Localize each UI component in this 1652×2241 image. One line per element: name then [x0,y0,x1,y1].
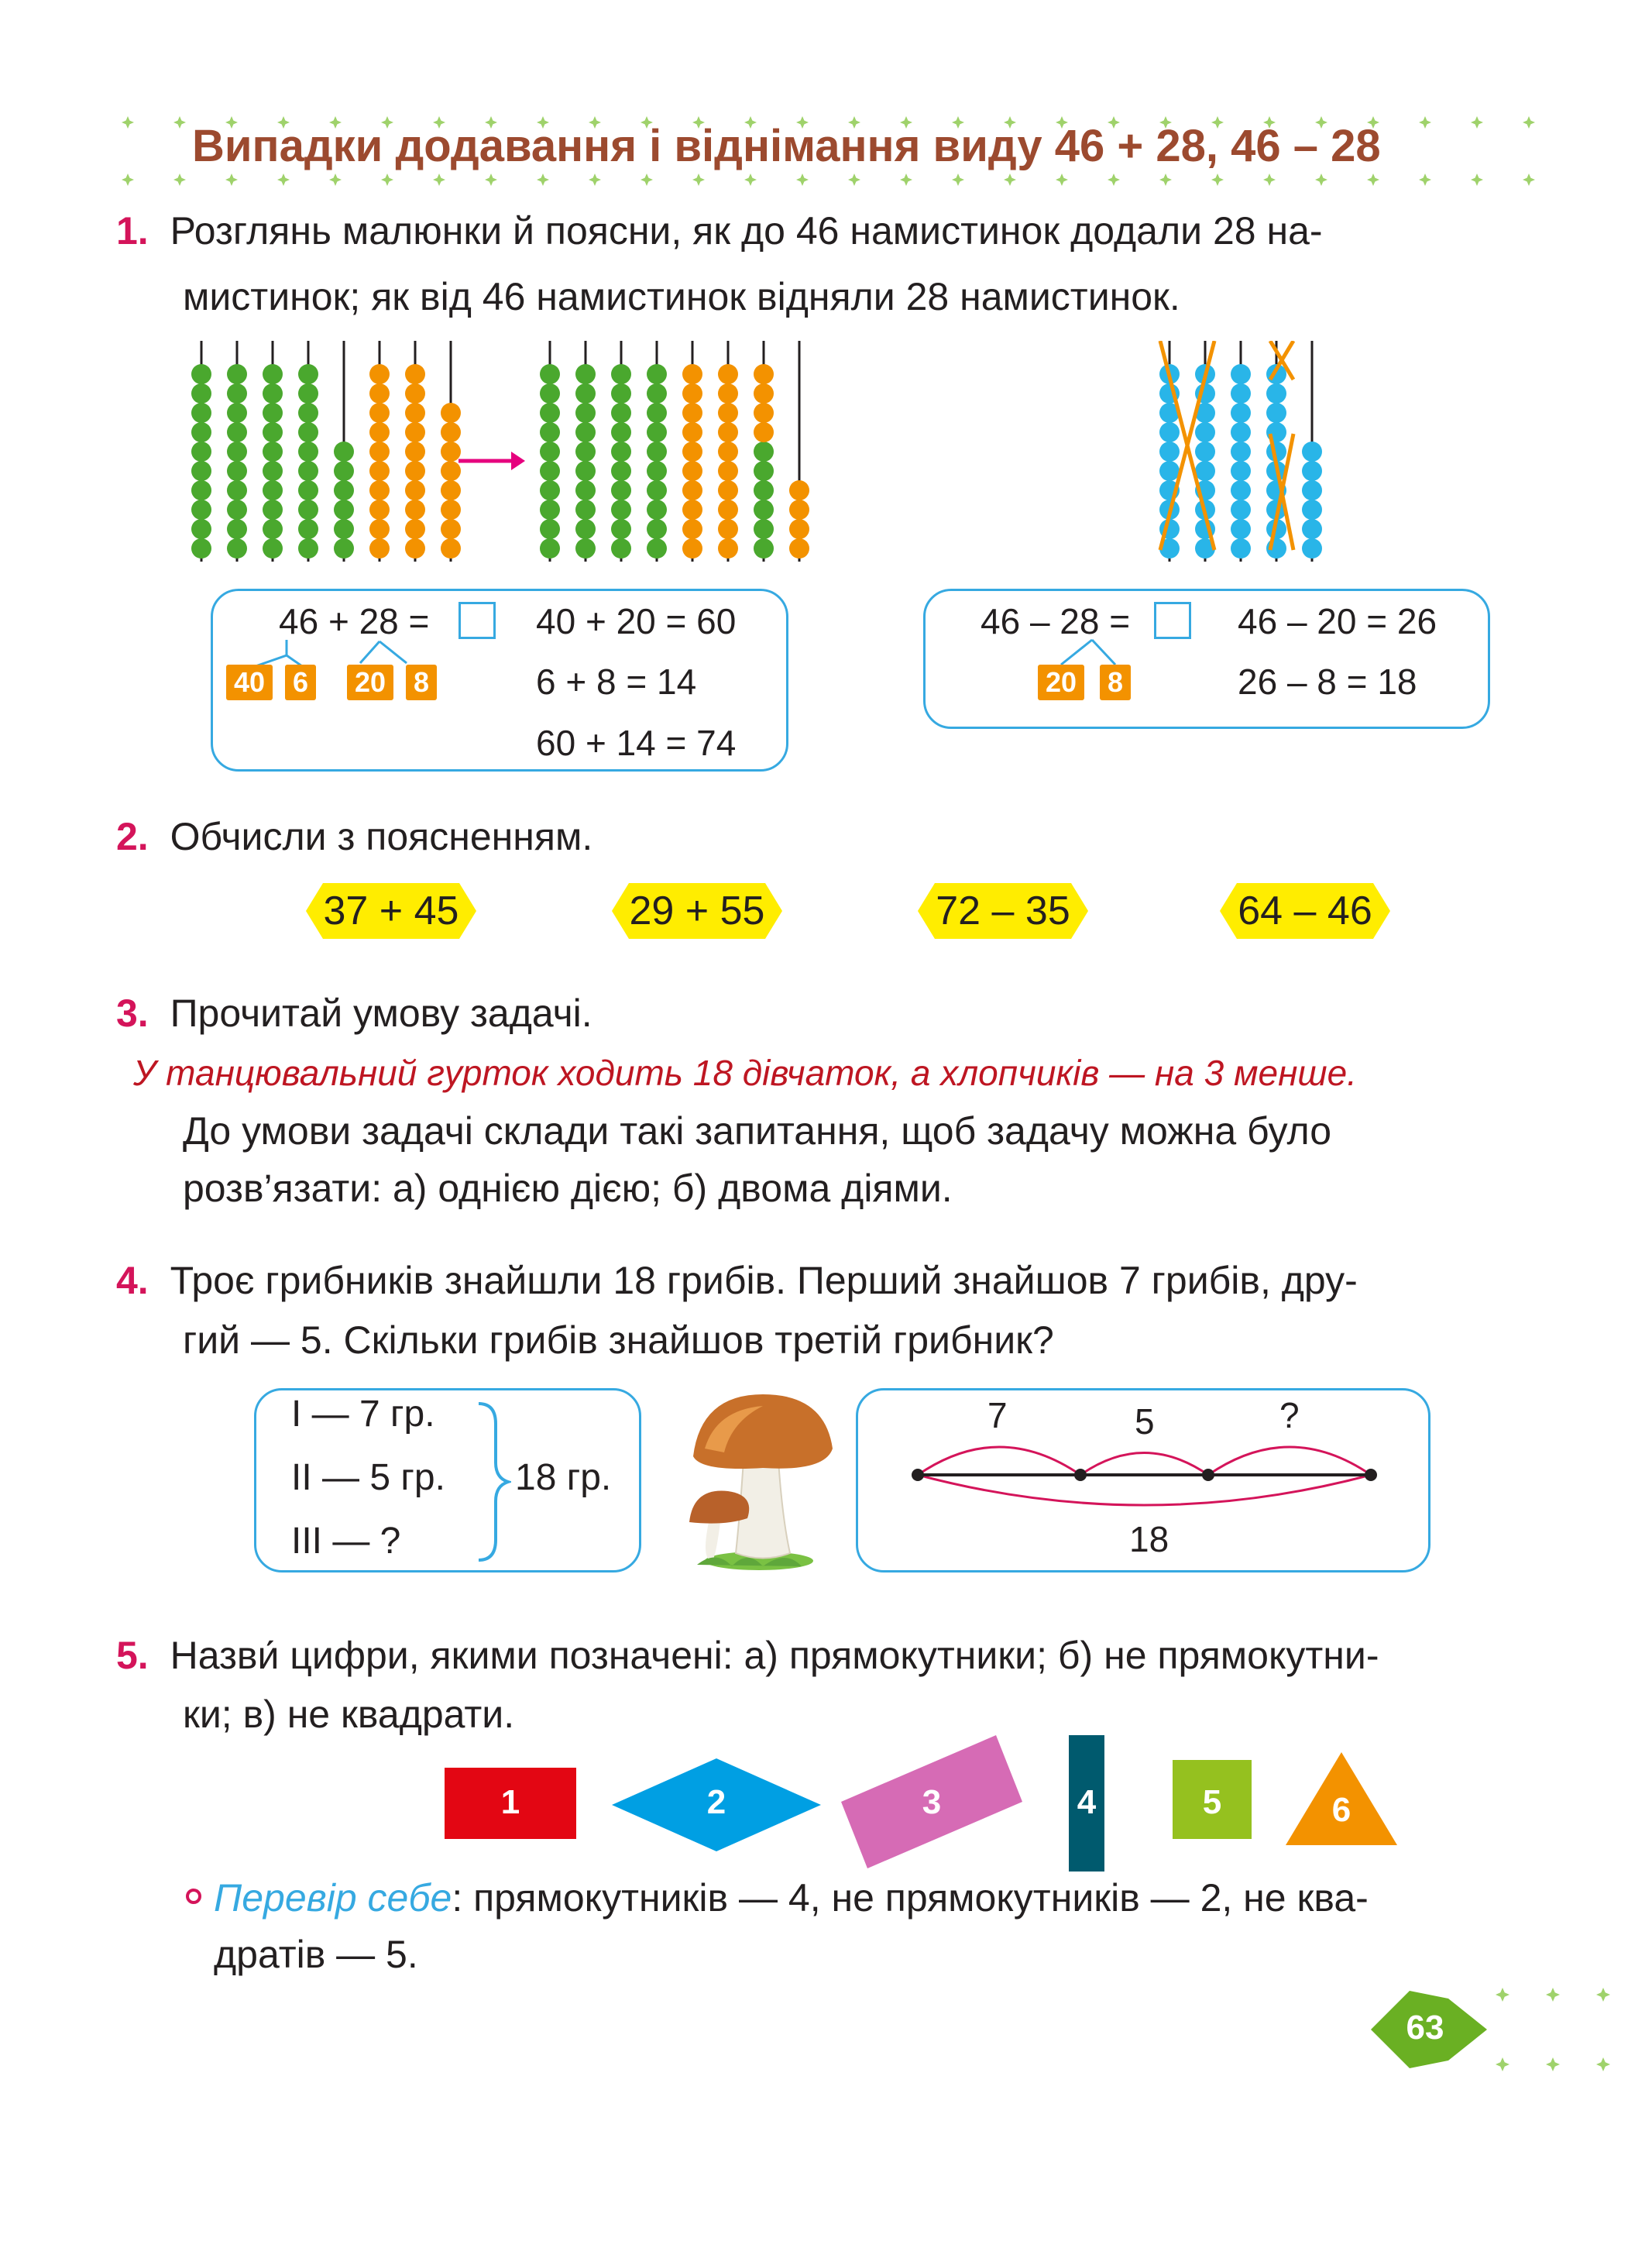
star-dot [173,116,186,129]
bead [754,461,774,481]
bead [263,480,283,500]
answer-box[interactable] [459,602,496,639]
bead [611,403,631,423]
bead [611,422,631,442]
bead [682,480,702,500]
subtraction-step-1: 46 – 20 = 26 [1238,601,1437,641]
task-1-text [116,200,1495,262]
star-dot [1596,2057,1610,2071]
check-yourself-line-2: дратів — 5. [214,1933,418,1976]
expression-card [612,883,782,939]
star-dot [1159,174,1172,186]
tag-40: 40 [226,665,273,700]
bead [298,519,318,539]
bead [540,364,560,384]
bead [441,480,461,500]
star-dot [1496,1988,1509,2002]
bead [540,538,560,559]
bead [1195,442,1215,462]
tag-8: 8 [406,665,437,700]
expression-label: 72 – 35 [936,888,1070,933]
bead [682,442,702,462]
bead [191,480,211,500]
addition-step-2: 6 + 8 = 14 [536,662,697,702]
star-dot [796,174,809,186]
star-dot [1546,1988,1560,2002]
bead [263,519,283,539]
bead [1159,442,1180,462]
bead [575,383,596,404]
star-dot [1108,174,1120,186]
task-1-line-1: Розглянь малюнки й поясни, як до 46 намистинок додали 28 на- [170,209,1323,253]
expression-card [918,883,1088,939]
bead [1302,461,1322,481]
bead [263,461,283,481]
bead [754,500,774,520]
bead [441,500,461,520]
bead [540,500,560,520]
bead [227,364,247,384]
tag-20: 20 [347,665,393,700]
bead [789,500,809,520]
bead [369,480,390,500]
bead [191,422,211,442]
bead [1302,500,1322,520]
bead [191,538,211,559]
task-5-line-1: Назви́ цифри, якими позначені: а) прямокутники; б) не прямокутни- [170,1634,1379,1677]
task-3-condition: У танцювальний гурток ходить 18 дівчаток, а хлопчиків — на 3 менше. [133,1053,1357,1093]
bead [334,480,354,500]
star-dot [1471,116,1483,129]
shape-label-1: 1 [500,1783,520,1821]
bead [682,364,702,384]
bead [647,519,667,539]
shape-label-5: 5 [1202,1783,1222,1821]
star-dot [122,174,134,186]
bead [611,538,631,559]
segment-label-1: 7 [987,1395,1008,1435]
abacus-addition-before [186,341,465,565]
bead [263,383,283,404]
star-dot [692,174,705,186]
bead [1266,403,1286,423]
bead [1231,383,1251,404]
bead [405,403,425,423]
bead [334,538,354,559]
bead [575,500,596,520]
segment-total-label: 18 [1129,1519,1169,1559]
bead [718,519,738,539]
bead [1302,519,1322,539]
bead [191,461,211,481]
bead [575,461,596,481]
mushroom-icon [685,1387,840,1572]
bead [1302,442,1322,462]
star-dot [277,174,290,186]
bead [1302,538,1322,559]
short-record-line-3: ІІІ — ? [291,1521,401,1562]
task-3-text [116,982,592,1044]
bead [298,461,318,481]
task-4-text [116,1249,1510,1311]
bead [1159,422,1180,442]
tag-8: 8 [1100,665,1131,700]
star-dot [1263,174,1276,186]
bead [298,383,318,404]
bead [369,422,390,442]
bead [263,500,283,520]
bead [1231,461,1251,481]
task-4-number: 4. [116,1259,149,1302]
star-dot [848,174,860,186]
bead [1231,403,1251,423]
bead [334,500,354,520]
page-number: 63 [1406,2009,1444,2047]
segment-label-2: 5 [1135,1401,1155,1442]
bead [611,442,631,462]
star-dot [1004,174,1016,186]
bead [405,519,425,539]
bead [575,422,596,442]
bead [405,461,425,481]
bead [540,480,560,500]
bead [611,480,631,500]
bead [369,383,390,404]
task-4-line-1: Троє грибників знайшли 18 грибів. Перший знайшов 7 грибів, дру- [170,1259,1358,1302]
star-dot [381,174,393,186]
bead [334,519,354,539]
bead [718,403,738,423]
bead [441,538,461,559]
bead [263,538,283,559]
bead [682,403,702,423]
bead [298,538,318,559]
bead [369,538,390,559]
bead [611,364,631,384]
bead [1302,480,1322,500]
subtraction-step-2: 26 – 8 = 18 [1238,662,1417,702]
check-yourself-title: Перевір себе [214,1876,452,1920]
abacus-addition-after [534,341,829,565]
bead [754,519,774,539]
expression-label: 64 – 46 [1238,888,1372,933]
expression-label: 29 + 55 [629,888,765,933]
star-dot [225,174,238,186]
bead [1159,461,1180,481]
bead [1266,383,1286,404]
check-yourself-line-1: : прямокутників — 4, не прямокутників — 2, не ква- [452,1876,1369,1920]
task-3-label: Прочитай умову задачі. [170,992,592,1035]
star-dot [1056,174,1068,186]
bead [682,383,702,404]
bead [718,383,738,404]
task-2-text [116,806,592,868]
bead [682,500,702,520]
bead [298,422,318,442]
bead [227,519,247,539]
segment-label-3: ? [1279,1395,1300,1435]
bead [191,364,211,384]
bead [369,403,390,423]
bead [754,364,774,384]
task-5-number: 5. [116,1634,149,1677]
bead [263,364,283,384]
bead [191,383,211,404]
bead [298,442,318,462]
star-dot [433,174,445,186]
bead [647,461,667,481]
check-yourself [214,1867,1515,1929]
bead [298,364,318,384]
bead [405,364,425,384]
task-2-number: 2. [116,815,149,858]
bead [334,461,354,481]
bead [441,519,461,539]
bead [575,403,596,423]
bead [647,364,667,384]
bead [227,500,247,520]
bead [263,422,283,442]
bead [682,538,702,559]
star-dot [1419,174,1431,186]
tag-6: 6 [285,665,316,700]
bead [369,461,390,481]
bead [718,364,738,384]
bead [754,538,774,559]
star-dot [173,174,186,186]
bead [540,422,560,442]
shape-label-6: 6 [1331,1791,1351,1829]
task-4-line-2: гий — 5. Скільки грибів знайшов третій грибник? [183,1318,1054,1362]
bead [1195,422,1215,442]
short-record-line-1: І — 7 гр. [291,1394,435,1435]
bead [647,383,667,404]
star-dot [1471,174,1483,186]
expression-label: 37 + 45 [323,888,459,933]
bead [647,538,667,559]
bead [575,519,596,539]
bead [1231,364,1251,384]
bead [1231,422,1251,442]
bead [191,442,211,462]
bead [298,500,318,520]
bead [540,403,560,423]
star-dot [1523,174,1535,186]
bead [405,500,425,520]
bead [682,422,702,442]
bead [789,538,809,559]
bead [369,364,390,384]
expression-card [306,883,476,939]
addition-expression: 46 + 28 = [279,601,430,641]
bead [369,500,390,520]
shape-label-2: 2 [706,1783,726,1821]
bead [441,422,461,442]
bead [227,442,247,462]
shape-label-3: 3 [922,1783,942,1821]
bead [298,480,318,500]
bead [718,538,738,559]
star-dot [1315,174,1327,186]
bead [754,480,774,500]
star-dot [329,174,342,186]
task-5-line-2: ки; в) не квадрати. [183,1693,515,1736]
bead [263,403,283,423]
star-dot [641,174,653,186]
bead [1231,442,1251,462]
star-dot [900,174,912,186]
curly-brace [472,1401,511,1563]
bead [227,403,247,423]
star-dot [1211,174,1224,186]
bead [227,461,247,481]
bead [1231,480,1251,500]
bead [754,422,774,442]
star-dot [589,174,601,186]
bead [441,403,461,423]
bead [227,422,247,442]
task-5-text [116,1624,1510,1686]
task-3-line-1: До умови задачі склади такі запитання, щоб задачу можна було [183,1109,1332,1153]
bead [611,461,631,481]
answer-box[interactable] [1154,602,1191,639]
bead [647,442,667,462]
bead [754,442,774,462]
star-dot [1367,174,1379,186]
bead [575,538,596,559]
bead [369,519,390,539]
expression-card [1220,883,1390,939]
bead [540,461,560,481]
bead [682,461,702,481]
bead [575,442,596,462]
star-dot [485,174,497,186]
short-record-line-2: ІІ — 5 гр. [291,1457,445,1498]
bead [575,480,596,500]
star-dot [1596,1988,1610,2002]
bead [611,383,631,404]
bead [369,442,390,462]
bead [227,538,247,559]
star-dot [952,174,964,186]
task-2-label: Обчисли з поясненням. [170,815,593,858]
bead [789,519,809,539]
bead [540,519,560,539]
addition-step-3: 60 + 14 = 74 [536,723,737,763]
bead [334,442,354,462]
bead [263,442,283,462]
bead [405,422,425,442]
short-record-total: 18 гр. [515,1457,612,1498]
bead [227,383,247,404]
bead [682,519,702,539]
bead [405,538,425,559]
arrow-right-icon [457,445,527,476]
task-3-number: 3. [116,992,149,1035]
bead [718,442,738,462]
bead [1195,461,1215,481]
bead [575,364,596,384]
bead [718,480,738,500]
bead [540,383,560,404]
bead [1231,519,1251,539]
bead [405,383,425,404]
bead [718,500,738,520]
star-dot [1546,2057,1560,2071]
star-dot [537,174,549,186]
subtraction-expression: 46 – 28 = [981,601,1131,641]
decomposition-lines [1030,635,1154,666]
bead [647,500,667,520]
bullet-icon [184,1887,203,1906]
bead [405,442,425,462]
bead [540,442,560,462]
task-1-number: 1. [116,209,149,253]
bead [1231,500,1251,520]
bead [298,403,318,423]
bead [718,461,738,481]
bead [647,480,667,500]
bead [191,500,211,520]
task-3-line-2: розв’язати: а) однією дією; б) двома діями. [183,1167,953,1210]
star-dot [1496,2057,1509,2071]
tag-20: 20 [1038,665,1084,700]
addition-step-1: 40 + 20 = 60 [536,601,737,641]
bead [647,422,667,442]
bead [1231,538,1251,559]
task-1-line-2: мистинок; як від 46 намистинок відняли 28 намистинок. [183,275,1180,318]
decomposition-lines [232,635,434,666]
bead [191,519,211,539]
bead [611,519,631,539]
star-dot [1523,116,1535,129]
bead [191,403,211,423]
bead [647,403,667,423]
bead [405,480,425,500]
star-dot [122,116,134,129]
page-title: Випадки додавання і віднімання виду 46 + 28, 46 – 28 [192,121,1381,171]
abacus-subtraction [1146,341,1348,565]
bead [754,383,774,404]
bead [754,403,774,423]
star-dot [744,174,757,186]
bead [789,480,809,500]
shape-label-4: 4 [1077,1783,1097,1821]
star-dot [1419,116,1431,129]
bead [718,422,738,442]
bead [227,480,247,500]
bead [611,500,631,520]
